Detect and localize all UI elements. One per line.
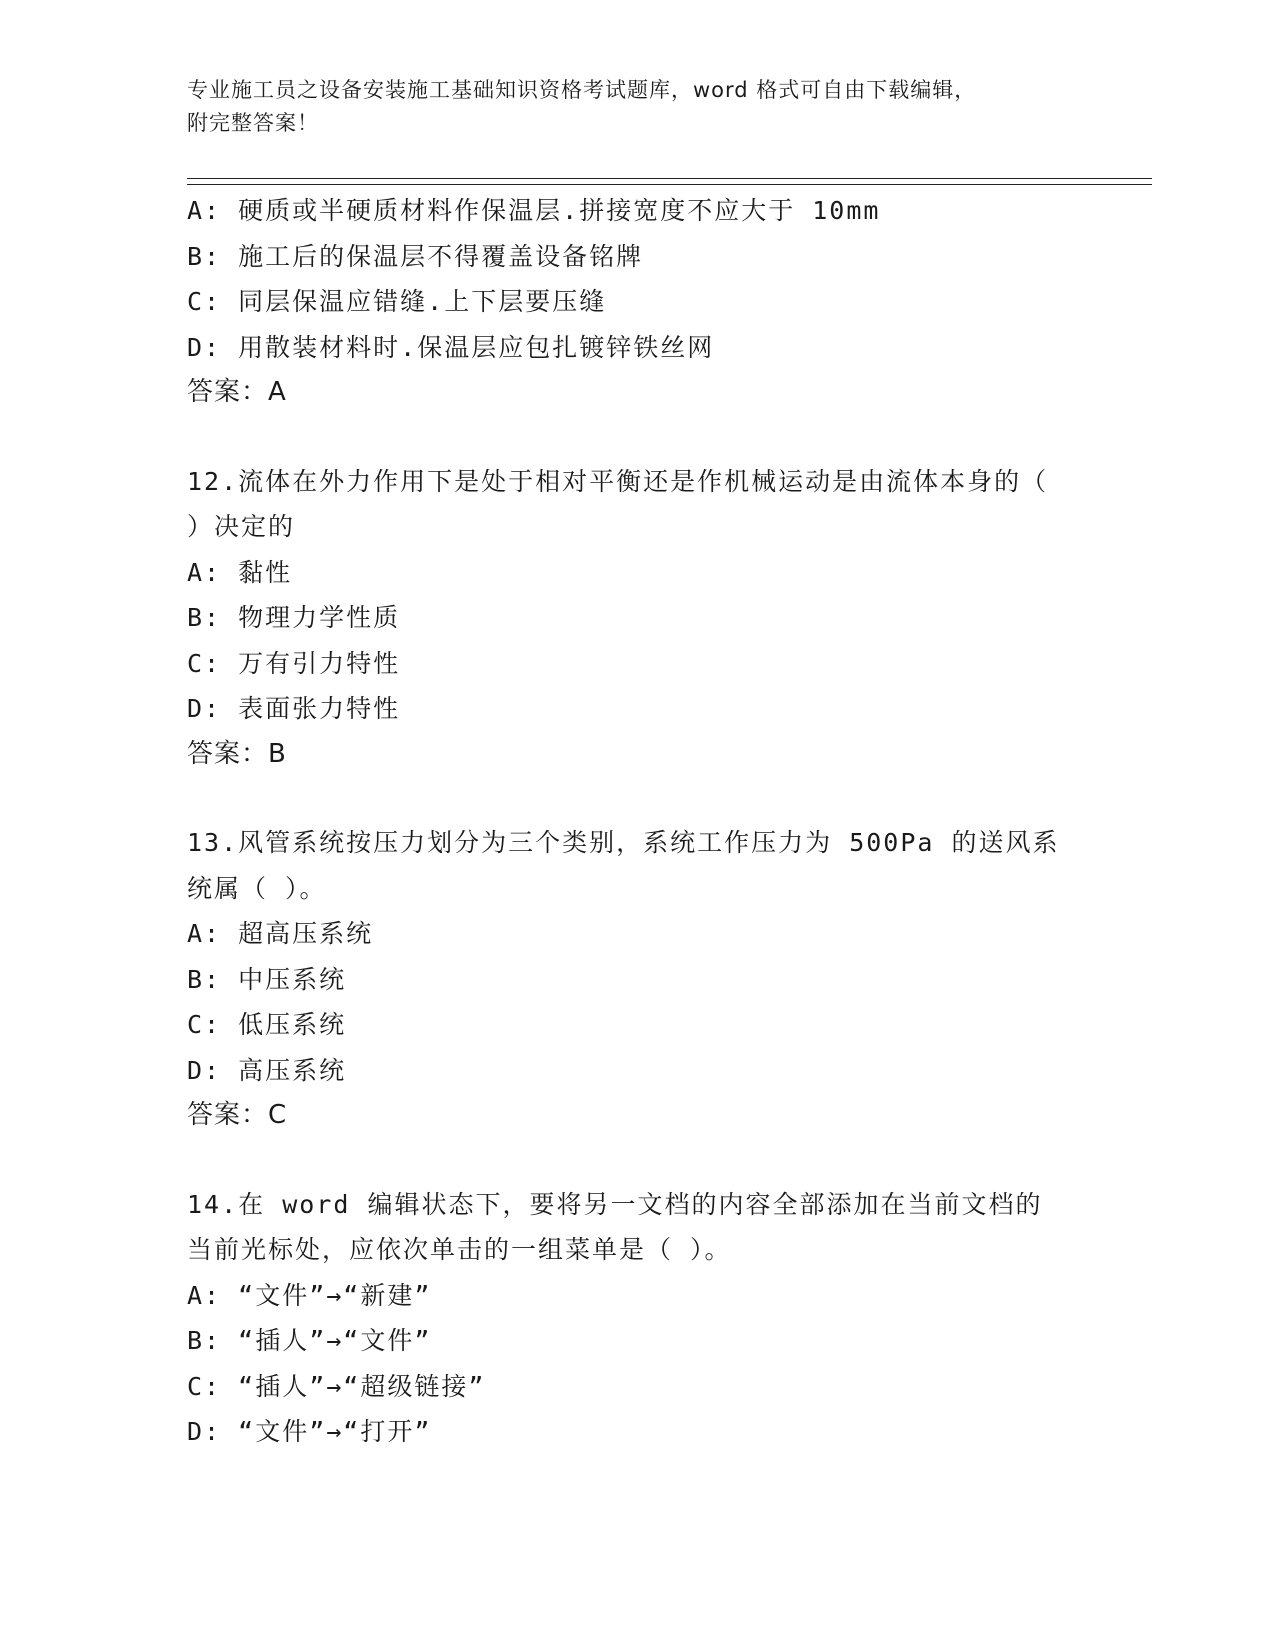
question-12 [187, 459, 1107, 778]
option-a: A: 硬质或半硬质材料作保温层.拼接宽度不应大于 10mm [187, 196, 881, 225]
option-c: C: 万有引力特性 [187, 648, 401, 678]
option-b: B: 施工后的保温层不得覆盖设备铭牌 [187, 241, 644, 271]
header-divider-bottom [187, 184, 1152, 185]
option-c: C: 低压系统 [187, 1010, 347, 1039]
option-a: A: 黏性 [187, 557, 293, 587]
option-a: A: 超高压系统 [187, 919, 374, 948]
answer-line: 答案：C [187, 1100, 288, 1130]
option-a: A: “文件”→“新建” [187, 1280, 432, 1310]
option-b: B: “插人”→“文件” [187, 1326, 432, 1355]
header-line-1: 专业施工员之设备安装施工基础知识资格考试题库，word 格式可自由下载编辑， [187, 78, 977, 102]
option-d: D: 用散装材料时.保温层应包扎镀锌铁丝网 [187, 332, 715, 362]
question-list [187, 188, 1107, 1455]
question-13 [187, 820, 1107, 1139]
question-14 [187, 1182, 1107, 1455]
option-b: B: 中压系统 [187, 964, 347, 994]
option-c: C: 同层保温应错缝.上下层要压缝 [187, 287, 607, 316]
question-text: 13.风管系统按压力划分为三个类别，系统工作压力为 500Pa 的送风系统属（ ）。 [187, 828, 1060, 903]
document-header [187, 74, 1067, 140]
option-d: D: “文件”→“打开” [187, 1417, 432, 1446]
option-b: B: 物理力学性质 [187, 603, 401, 632]
header-line-2: 附完整答案！ [187, 111, 319, 135]
answer-line: 答案：B [187, 738, 287, 769]
question-11 [187, 188, 1107, 416]
option-d: D: 表面张力特性 [187, 694, 401, 723]
answer-line: 答案：A [187, 377, 287, 407]
question-text: 12.流体在外力作用下是处于相对平衡还是作机械运动是由流体本身的（ ）决定的 [187, 466, 1049, 541]
option-c: C: “插人”→“超级链接” [187, 1371, 486, 1401]
option-d: D: 高压系统 [187, 1055, 347, 1085]
header-divider-top [187, 178, 1152, 179]
question-text: 14.在 word 编辑状态下，要将另一文档的内容全部添加在当前文档的当前光标处，应依次单击的一组菜单是（ ）。 [187, 1189, 1043, 1264]
